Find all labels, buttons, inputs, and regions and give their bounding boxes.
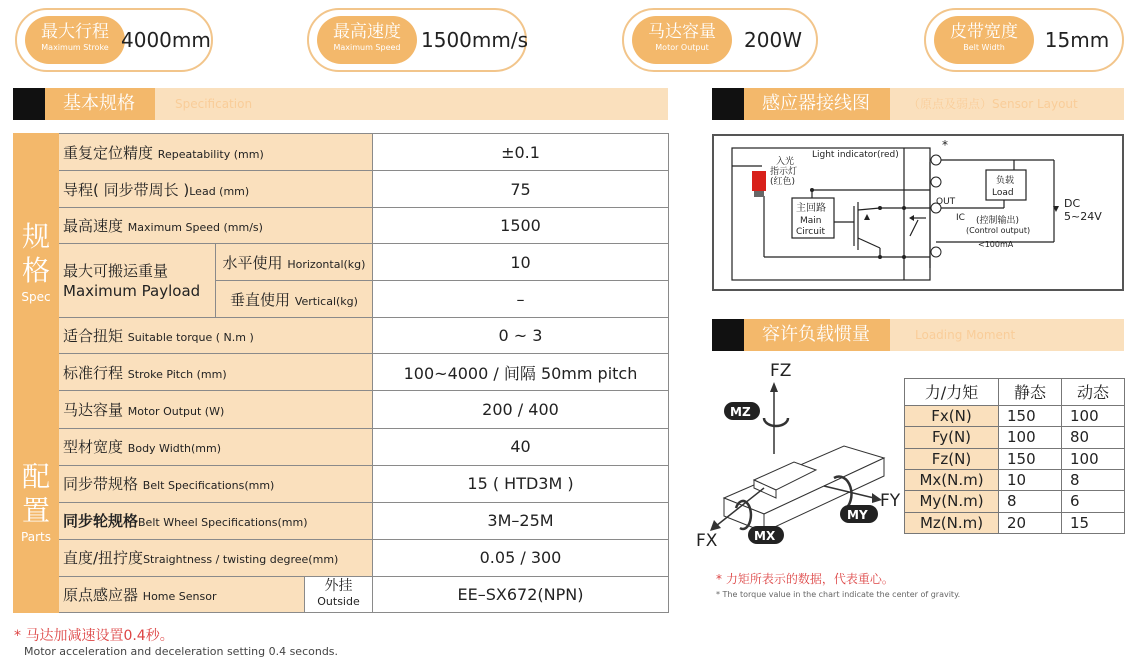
row-label — [59, 391, 373, 428]
moment-header-force: 力/力矩 — [905, 379, 999, 406]
moment-header-row — [905, 379, 1125, 406]
row-label — [59, 502, 373, 539]
row-label-cn: 适合扭矩 — [63, 327, 124, 346]
wiring-star: * — [942, 138, 948, 152]
row-value: 15 ( HTD3M ) — [373, 465, 669, 502]
moment-dynamic: 15 — [1062, 512, 1125, 533]
mz-label: MZ — [730, 405, 751, 419]
home-sensor-sub-cn: 外挂 — [324, 577, 353, 594]
moment-dynamic: 80 — [1062, 427, 1125, 448]
table-row — [14, 134, 669, 171]
row-label-cn: 重复定位精度 — [63, 143, 154, 162]
belt-label-en: Belt Width — [963, 43, 1005, 52]
vertical-label-en: Vertical(kg) — [294, 294, 358, 308]
moment-name: Mx(N.m) — [905, 469, 999, 490]
motor-tag — [632, 16, 732, 64]
row-label-cn: 同步带规格 — [63, 475, 139, 494]
row-label-en: Belt Wheel Specifications(mm) — [138, 516, 308, 530]
fz-label: FZ — [770, 361, 792, 381]
speed-tag — [317, 16, 417, 64]
spec-section-header — [13, 88, 668, 120]
section-marker — [712, 88, 744, 120]
spec-section-subtitle: Specification — [175, 97, 253, 111]
moment-section-subtitle: Loading Moment — [915, 328, 1016, 342]
moment-name: Fy(N) — [905, 427, 999, 448]
moment-static: 10 — [999, 469, 1062, 490]
horizontal-label — [216, 244, 373, 281]
fx-label: FX — [696, 531, 718, 548]
moment-dynamic: 6 — [1062, 491, 1125, 512]
light-cn-1: 入光 — [776, 157, 795, 167]
row-label — [59, 539, 373, 576]
control-output-cn: (控制输出) — [976, 216, 1020, 226]
row-value: 40 — [373, 428, 669, 465]
stroke-value: 4000mm — [121, 28, 211, 52]
moment-header-dynamic: 动态 — [1062, 379, 1125, 406]
accel-note-en: Motor acceleration and deceleration setting 0.4 seconds. — [24, 645, 339, 658]
row-value: 75 — [373, 171, 669, 208]
table-row — [14, 244, 669, 281]
table-row — [14, 428, 669, 465]
moment-static: 8 — [999, 491, 1062, 512]
table-row — [905, 427, 1125, 448]
motor-value: 200W — [744, 28, 802, 52]
row-label-cn: 标准行程 — [63, 363, 124, 382]
stroke-tag — [25, 16, 125, 64]
row-label — [59, 208, 373, 244]
row-value: ±0.1 — [373, 134, 669, 171]
load-en: Load — [992, 188, 1014, 198]
table-row — [14, 391, 669, 428]
vertical-label-cn: 垂直使用 — [230, 290, 291, 309]
stroke-label-en: Maximum Stroke — [41, 43, 109, 52]
my-label: MY — [847, 508, 868, 522]
moment-name: Fz(N) — [905, 448, 999, 469]
row-label — [59, 465, 373, 502]
row-label — [59, 576, 373, 612]
light-indicator-icon — [752, 171, 766, 191]
parts-group-char2: 置 — [21, 493, 50, 527]
section-marker — [13, 88, 45, 120]
current-label: <100mA — [978, 240, 1014, 249]
table-row — [14, 576, 669, 612]
row-label-en: Straightness / twisting degree(mm) — [143, 553, 339, 567]
horizontal-label-en: Horizontal(kg) — [287, 257, 366, 271]
wiring-svg — [714, 136, 1122, 289]
belt-tag — [934, 16, 1034, 64]
light-cn-3: (红色) — [770, 177, 796, 187]
row-label — [59, 354, 373, 391]
speed-pill — [307, 8, 527, 72]
light-cn-2: 指示灯 — [770, 167, 798, 177]
main-circuit-cn: 主回路 — [796, 203, 826, 214]
moment-note-en: * The torque value in the chart indicate the center of gravity. — [716, 590, 961, 599]
row-label-cn: 型材宽度 — [63, 438, 124, 457]
row-label — [59, 318, 373, 354]
accel-note-cn: * 马达加减速设置0.4秒。 — [14, 628, 174, 644]
speed-label-en: Maximum Speed — [333, 43, 401, 52]
moment-static: 100 — [999, 427, 1062, 448]
row-label-en: Belt Specifications(mm) — [142, 479, 275, 493]
table-row — [14, 354, 669, 391]
belt-label: 皮带宽度 — [950, 22, 1018, 42]
section-marker — [712, 319, 744, 351]
row-label-en: Body Width(mm) — [127, 442, 222, 456]
row-label-cn: 最高速度 — [63, 217, 124, 236]
control-output-en: (Control output) — [966, 226, 1031, 235]
sensor-wiring-diagram — [712, 134, 1124, 291]
dc-label: DC — [1064, 197, 1081, 210]
spec-table — [13, 133, 669, 613]
table-row — [14, 171, 669, 208]
table-row — [14, 208, 669, 244]
row-value: 200 / 400 — [373, 391, 669, 428]
row-value: 100~4000 / 间隔 50mm pitch — [373, 354, 669, 391]
table-row — [905, 491, 1125, 512]
row-label-cn: 导程( 同步带周长 ) — [63, 180, 190, 199]
belt-value: 15mm — [1044, 28, 1110, 52]
sensor-section-title: 感应器接线图 — [744, 88, 890, 120]
table-row — [905, 512, 1125, 533]
moment-name: Mz(N.m) — [905, 512, 999, 533]
moment-section-title: 容许负载惯量 — [744, 319, 890, 351]
row-label — [59, 428, 373, 465]
mx-label: MX — [754, 529, 776, 543]
ic-label: IC — [956, 213, 965, 223]
moment-section-header — [712, 319, 1124, 351]
belt-pill — [924, 8, 1124, 72]
moment-static: 20 — [999, 512, 1062, 533]
motor-label: 马达容量 — [648, 22, 716, 42]
moment-dynamic: 100 — [1062, 448, 1125, 469]
home-sensor-sub-en: Outside — [317, 594, 360, 608]
table-row — [14, 502, 669, 539]
row-label-en: Repeatability (mm) — [157, 147, 264, 161]
payload-label-cn: 最大可搬运重量 — [63, 261, 169, 280]
row-label — [59, 134, 373, 171]
home-sensor-sub — [304, 577, 372, 612]
sensor-section-header — [712, 88, 1124, 120]
row-value: 3M–25M — [373, 502, 669, 539]
row-value: 1500 — [373, 208, 669, 244]
table-row — [905, 448, 1125, 469]
row-value: 0 ~ 3 — [373, 318, 669, 354]
row-label — [59, 171, 373, 208]
stroke-label: 最大行程 — [41, 22, 109, 42]
light-indicator-label: Light indicator(red) — [812, 150, 899, 160]
table-row — [14, 465, 669, 502]
payload-label — [59, 244, 216, 318]
parts-group-char1: 配 — [21, 459, 50, 493]
table-row — [14, 318, 669, 354]
motor-pill — [622, 8, 818, 72]
payload-label-en: Maximum Payload — [63, 281, 201, 300]
spec-group-char2: 格 — [21, 254, 50, 288]
parts-group-en: Parts — [21, 529, 51, 544]
vertical-label — [216, 281, 373, 318]
speed-label: 最高速度 — [333, 22, 401, 42]
out-label: OUT — [936, 197, 956, 207]
moment-static: 150 — [999, 405, 1062, 426]
fy-label: FY — [880, 491, 901, 511]
row-label-cn: 同步轮规格 — [63, 512, 139, 531]
horizontal-value: 10 — [373, 244, 669, 281]
sensor-section-subtitle: （原点及弱点）Sensor Layout — [908, 97, 1078, 111]
moment-name: My(N.m) — [905, 491, 999, 512]
moment-name: Fx(N) — [905, 405, 999, 426]
moment-note-cn: * 力矩所表示的数据，代表重心。 — [716, 572, 894, 586]
row-label-en: Maximum Speed (mm/s) — [127, 221, 263, 235]
table-row — [14, 539, 669, 576]
row-value: 0.05 / 300 — [373, 539, 669, 576]
spec-section-title: 基本规格 — [45, 88, 155, 120]
load-moment-diagram — [694, 358, 908, 548]
row-label-en: Home Sensor — [142, 589, 217, 603]
moment-table — [904, 378, 1125, 534]
moment-dynamic: 100 — [1062, 405, 1125, 426]
row-label-en: Lead (mm) — [189, 184, 250, 198]
stroke-pill — [15, 8, 213, 72]
voltage-label: 5~24V — [1064, 210, 1102, 223]
load-cn: 负载 — [996, 176, 1015, 186]
row-value: EE–SX672(NPN) — [373, 576, 669, 612]
spec-group-label — [14, 134, 59, 391]
main-circuit-en1: Main — [800, 216, 822, 226]
row-label-cn: 直度/扭拧度 — [63, 549, 144, 568]
row-label-cn: 原点感应器 — [63, 585, 139, 604]
parts-group-label — [14, 391, 59, 613]
moment-dynamic: 8 — [1062, 469, 1125, 490]
row-label-en: Suitable torque ( N.m ) — [127, 331, 254, 345]
row-label-en: Motor Output (W) — [127, 404, 225, 418]
table-row — [905, 405, 1125, 426]
moment-header-static: 静态 — [999, 379, 1062, 406]
speed-value: 1500mm/s — [421, 28, 529, 52]
horizontal-label-cn: 水平使用 — [222, 253, 283, 272]
motor-label-en: Motor Output — [655, 43, 709, 52]
spec-group-en: Spec — [21, 290, 51, 305]
vertical-value: – — [373, 281, 669, 318]
table-row — [905, 469, 1125, 490]
spec-group-char1: 规 — [21, 220, 50, 254]
row-label-cn: 马达容量 — [63, 400, 124, 419]
row-label-en: Stroke Pitch (mm) — [127, 367, 227, 381]
main-circuit-en2: Circuit — [796, 227, 825, 237]
moment-static: 150 — [999, 448, 1062, 469]
